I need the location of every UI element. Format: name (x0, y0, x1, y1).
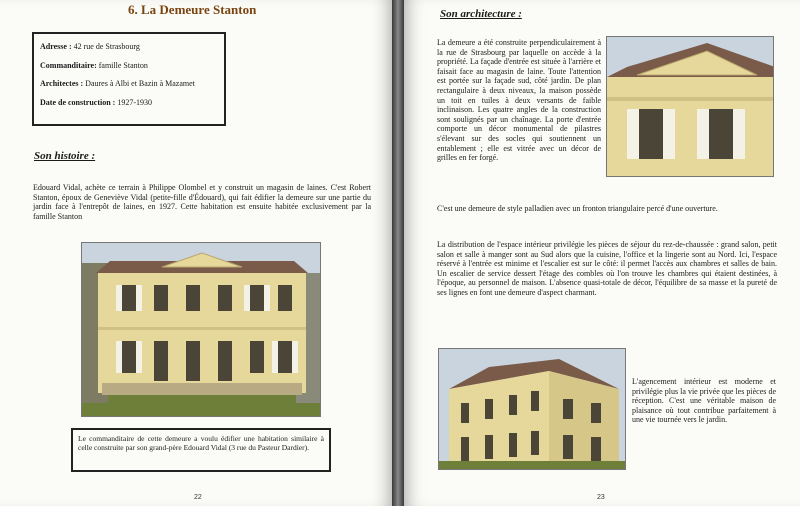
house-photo-main (81, 242, 321, 417)
info-key: Date de construction : (40, 97, 116, 107)
info-key: Adresse : (40, 42, 72, 51)
distribution-paragraph: La distribution de l'espace intérieur privilégie les pièces de séjour du rez-de-chaussée : grand salon, petit salon et salle à manger sont au Sud alors que la cuisine, l'office et la lingerie sont au Nord. Ici, l'espace réservé à l'entrée est minime et l'escalier est sur le côté: il permet l'accès aux chambres et salles de bain. Un escalier de service dessert l'étage des combles où l'on trouve les chambres qui étaient destinées, à l'époque, au personnel de maison. L'absence quasi-totale de décor, l'équilibre de sa masse et la pureté de ses lignes en font une demeure d'aspect charmant. (437, 240, 777, 297)
histoire-heading: Son histoire : (34, 150, 96, 162)
left-page (0, 0, 392, 506)
book-gutter (392, 0, 404, 506)
style-paragraph: C'est une demeure de style palladien avec un fronton triangulaire percé d'une ouverture. (437, 204, 718, 213)
info-box (32, 32, 226, 126)
house-photo-angle (438, 348, 626, 470)
architecture-paragraph: La demeure a été construite perpendiculairement à la rue de Strasbourg par laquelle on accède à la propriété. La façade d'entrée est située à l'arrière et faisait face au magasin de laine. Toute l'attention est portée sur la façade sud, côté jardin. De plan rectangulaire à deux niveaux, la maison possède un toit en tuiles à deux versants de faible inclinaison. Les quatre angles de la construction sont soulignés par un chaînage. La porte d'entrée comporte un décor monumental de pilastres s'élevant sur des socles qui soutiennent un entablement ; elle est vitrée avec un décor de grilles en fer forgé. (437, 38, 601, 163)
caption-text: Le commanditaire de cette demeure a voulu édifier une habitation similaire à celle construite par son grand-père Edouard Vidal (3 rue du Pasteur Dardier). (78, 434, 324, 452)
page-number-left: 22 (194, 494, 202, 501)
info-value: 1927-1930 (115, 97, 152, 107)
info-value: famille Stanton (96, 60, 148, 70)
info-adresse (40, 42, 218, 52)
info-architectes (40, 79, 218, 89)
histoire-paragraph: Edouard Vidal, achète ce terrain à Philippe Olombel et y construit un magasin de laines. C'est Robert Stanton, époux de Geneviève Vidal (petite-fille d'Édouard), qui fait édifier la demeure sur une partie du jardin face à l'entrepôt de laines, en 1927. Cette habitation est ensuite habitée exclusivement par la famille Stanton (33, 183, 371, 221)
info-value: Daures à Albi et Bazin à Mazamet (83, 79, 195, 88)
chapter-title: 6. La Demeure Stanton (128, 2, 257, 17)
info-key: Architectes : (40, 79, 84, 88)
agencement-paragraph: L'agencement intérieur est moderne et privilégie plus la vie privée que les pièces de réception. C'est une véritable maison de plaisance où tout contribue parfaitement à une vie tournée vers le jardin. (632, 377, 776, 425)
info-value: 42 rue de Strasbourg (71, 42, 140, 51)
caption-box (71, 428, 331, 472)
house-photo-facade (606, 36, 774, 177)
architecture-heading: Son architecture : (440, 8, 522, 20)
info-key: Commanditaire: (40, 60, 97, 70)
page-number-right: 23 (597, 494, 605, 501)
info-date (40, 98, 218, 108)
info-commanditaire (40, 61, 218, 71)
